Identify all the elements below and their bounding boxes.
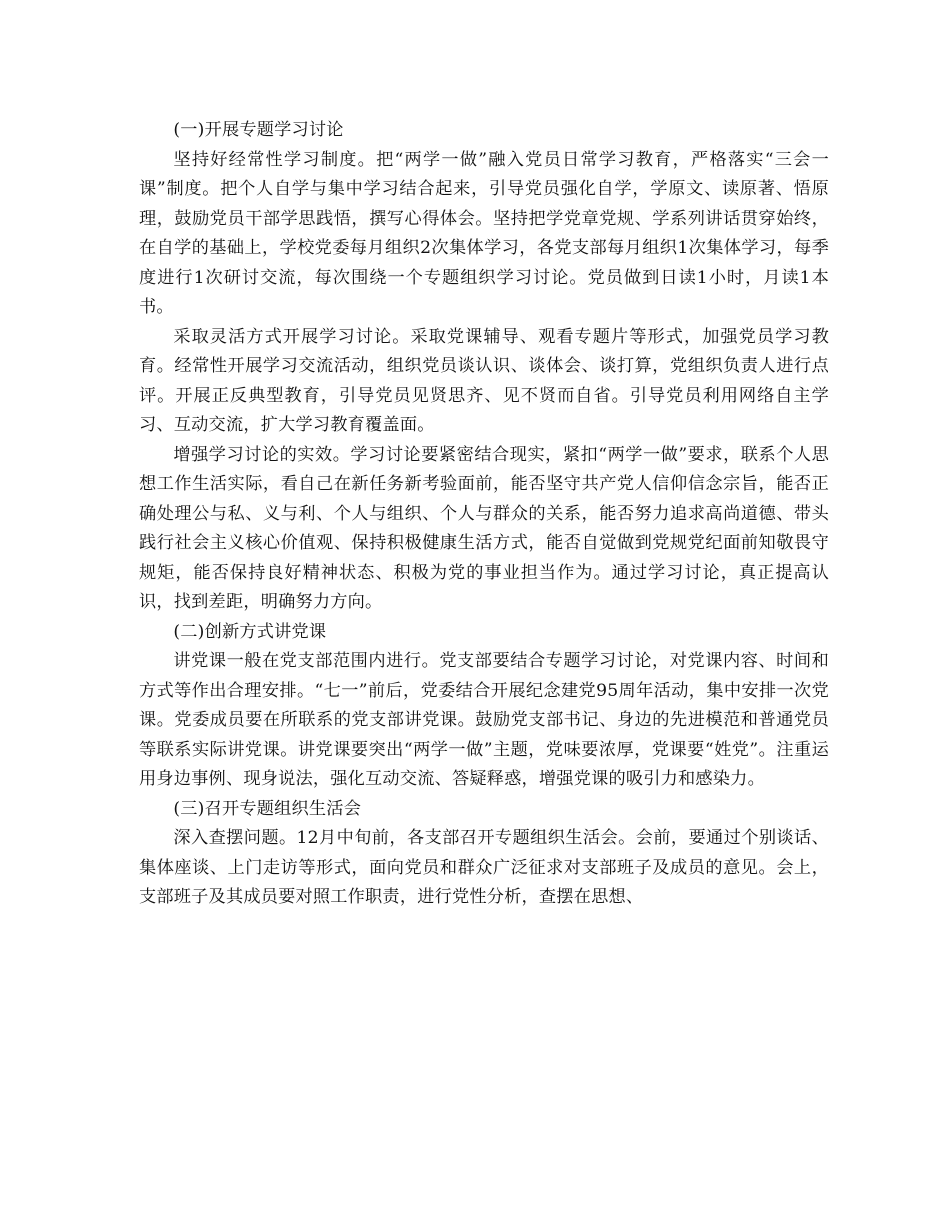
paragraph: 讲党课一般在党支部范围内进行。党支部要结合专题学习讨论，对党课内容、时间和方式等作出合理安排。“七一”前后，党委结合开展纪念建党95周年活动，集中安排一次党课。党委成员要在所联系的党支部讲党课。鼓励党支部书记、身边的先进模范和普通党员等联系实际讲党课。讲党课要突出“两学一做”主题，党味要浓厚，党课要“姓党”。注重运用身边事例、现身说法，强化互动交流、答疑释惑，增强党课的吸引力和感染力。 (139, 651, 829, 789)
section-heading: (二)创新方式讲党课 (173, 621, 327, 642)
paragraph: 增强学习讨论的实效。学习讨论要紧密结合现实，紧扣“两学一做”要求，联系个人思想工作生活实际，看自己在新任务新考验面前，能否坚守共产党人信仰信念宗旨，能否正确处理公与私、义与利、个人与组织、个人与群众的关系，能否努力追求高尚道德、带头践行社会主义核心价值观、保持积极健康生活方式，能否自觉做到党规党纪面前知敬畏守规矩，能否保持良好精神状态、积极为党的事业担当作为。通过学习讨论，真正提高认识，找到差距，明确努力方向。 (139, 444, 829, 612)
section-heading: (一)开展专题学习讨论 (173, 120, 344, 140)
paragraph: 采取灵活方式开展学习讨论。采取党课辅导、观看专题片等形式，加强党员学习教育。经常性开展学习交流活动，组织党员谈认识、谈体会、谈打算，党组织负责人进行点评。开展正反典型教育，引导党员见贤思齐、见不贤而自省。引导党员利用网络自主学习、互动交流，扩大学习教育覆盖面。 (139, 326, 829, 435)
paragraph: 深入查摆问题。12月中旬前，各支部召开专题组织生活会。会前，要通过个别谈话、集体座谈、上门走访等形式，面向党员和群众广泛征求对支部班子及成员的意见。会上，支部班子及其成员要对照工作职责，进行党性分析，查摆在思想、 (139, 828, 829, 907)
section-heading: (三)召开专题组织生活会 (173, 798, 362, 819)
document-body (139, 116, 829, 913)
paragraph: 坚持好经常性学习制度。把“两学一做”融入党员日常学习教育，严格落实“三会一课”制度。把个人自学与集中学习结合起来，引导党员强化自学，学原文、读原著、悟原理，鼓励党员干部学思践悟，撰写心得体会。坚持把学党章党规、学系列讲话贯穿始终，在自学的基础上，学校党委每月组织2次集体学习，各党支部每月组织1次集体学习，每季度进行1次研讨交流，每次围绕一个专题组织学习讨论。党员做到日读1小时，月读1本书。 (139, 149, 829, 317)
